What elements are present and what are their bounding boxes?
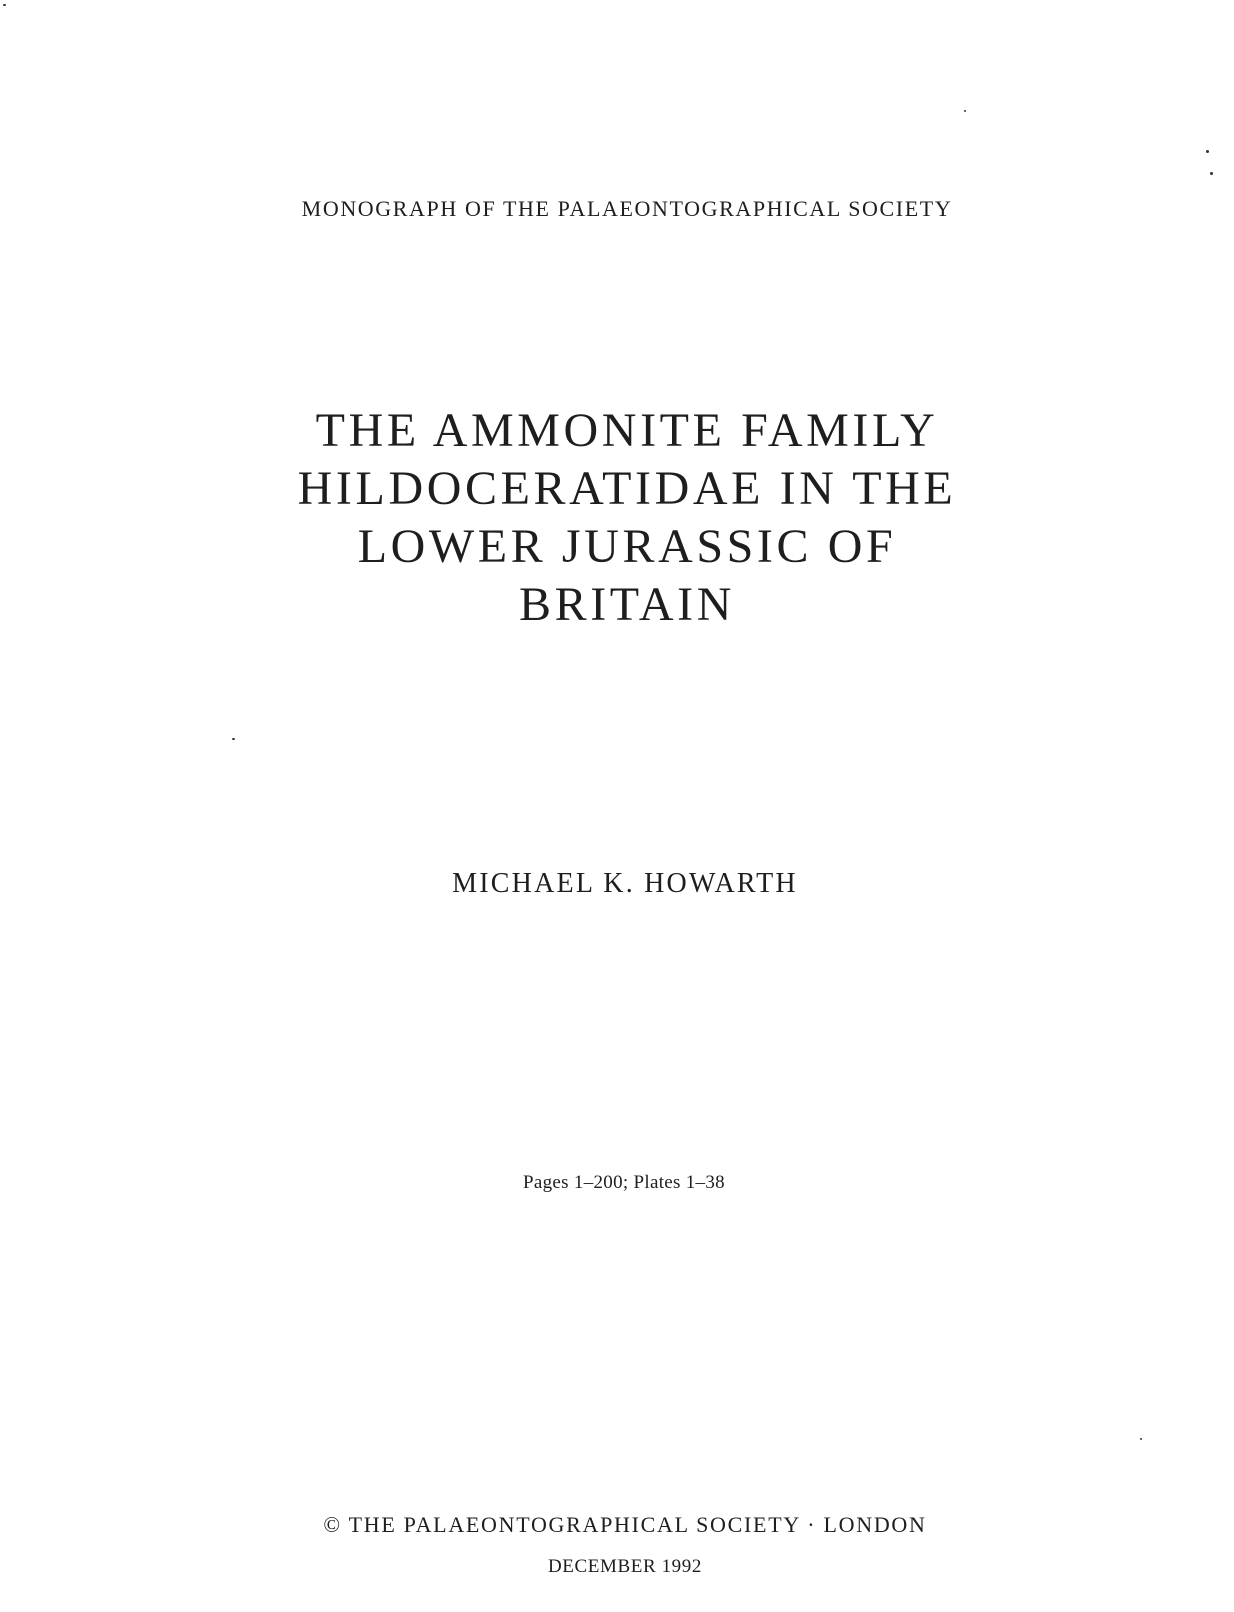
publisher-line: © THE PALAEONTOGRAPHICAL SOCIETY · LONDON — [323, 1512, 927, 1537]
book-title-line: LOWER JURASSIC OF — [357, 520, 897, 573]
book-title-line: BRITAIN — [518, 578, 735, 631]
scan-speck — [1210, 172, 1213, 175]
scan-speck — [1206, 150, 1209, 153]
series-title: MONOGRAPH OF THE PALAEONTOGRAPHICAL SOCIETY — [301, 196, 953, 221]
pagination-info: Pages 1–200; Plates 1–38 — [523, 1172, 725, 1193]
publication-date: DECEMBER 1992 — [547, 1556, 702, 1577]
scan-speck — [3, 4, 6, 6]
book-title-line: THE AMMONITE FAMILY — [315, 404, 939, 457]
scan-speck — [232, 738, 235, 740]
book-title-line: HILDOCERATIDAE IN THE — [297, 462, 957, 515]
scan-speck — [1140, 1438, 1142, 1440]
book-title — [0, 402, 1234, 634]
scan-speck — [964, 110, 966, 112]
author-name: MICHAEL K. HOWARTH — [452, 868, 798, 899]
